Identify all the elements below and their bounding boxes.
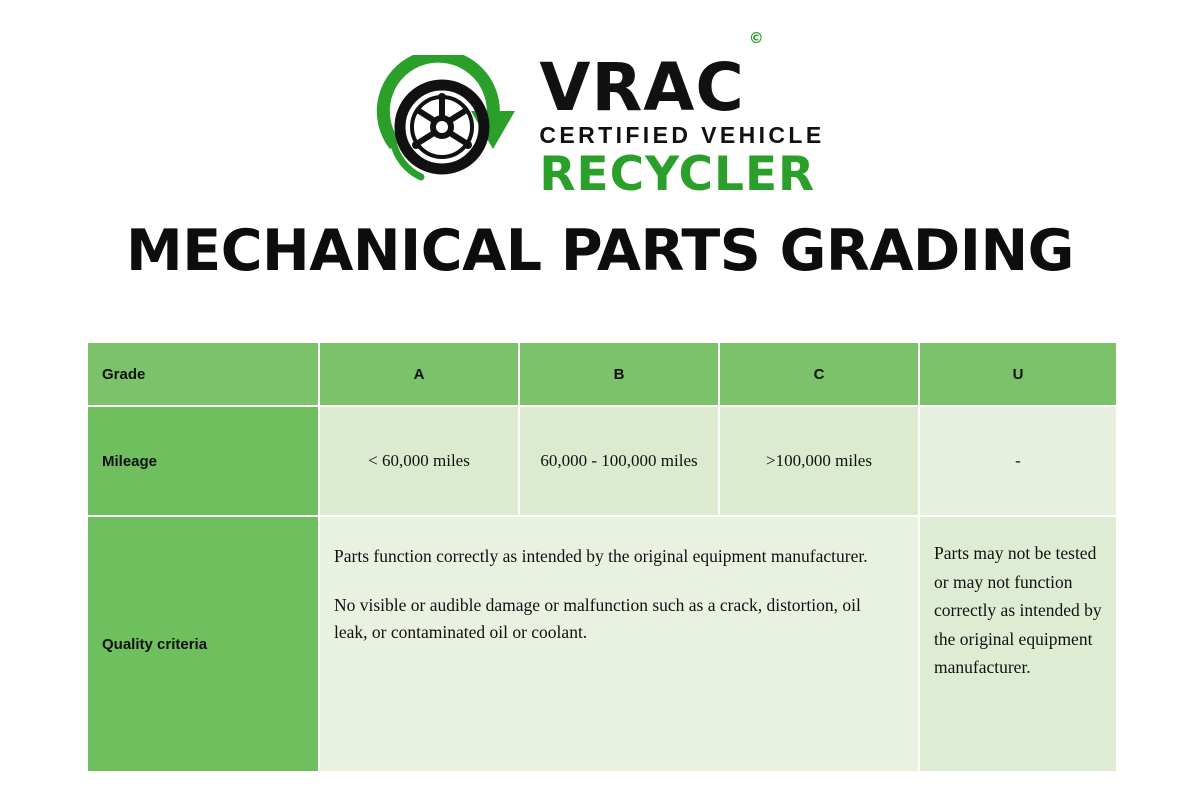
mileage-grade-a: < 60,000 miles: [319, 406, 519, 516]
brand-logo: [0, 29, 1200, 202]
header-grade-c: C: [719, 342, 919, 406]
table-row: [87, 406, 1117, 516]
logo-tagline: CERTIFIED VEHICLE: [539, 121, 825, 148]
row-label-mileage: Mileage: [87, 406, 319, 516]
header-grade-u: U: [919, 342, 1117, 406]
wheel-recycling-arrow-logo-icon: [375, 55, 525, 195]
table-row: [87, 516, 1117, 772]
quality-criteria-paragraph-2: No visible or audible damage or malfunction such as a crack, distortion, oil leak, or contaminated oil or coolant.: [334, 595, 861, 643]
row-label-quality-criteria: Quality criteria: [87, 516, 319, 772]
table-header-row: [87, 342, 1117, 406]
quality-criteria-abc: [319, 516, 919, 772]
header-grade-label: Grade: [87, 342, 319, 406]
logo-recycler: RECYCLER: [539, 146, 816, 202]
mechanical-parts-grading-table: [86, 341, 1118, 773]
quality-criteria-paragraph-1: Parts function correctly as intended by the original equipment manufacturer.: [334, 546, 868, 566]
logo-brand: [539, 29, 765, 126]
logo-brand-text: VRAC: [539, 49, 745, 126]
copyright-icon: ©: [748, 29, 765, 47]
header-grade-b: B: [519, 342, 719, 406]
page-title: MECHANICAL PARTS GRADING: [126, 218, 1074, 284]
mileage-grade-u: -: [919, 406, 1117, 516]
header-grade-a: A: [319, 342, 519, 406]
logo-wordmark: [539, 29, 825, 202]
mileage-grade-c: >100,000 miles: [719, 406, 919, 516]
mileage-grade-b: 60,000 - 100,000 miles: [519, 406, 719, 516]
logo-inner: [375, 29, 825, 202]
quality-criteria-u: Parts may not be tested or may not function correctly as intended by the original equipment manufacturer.: [919, 516, 1117, 772]
